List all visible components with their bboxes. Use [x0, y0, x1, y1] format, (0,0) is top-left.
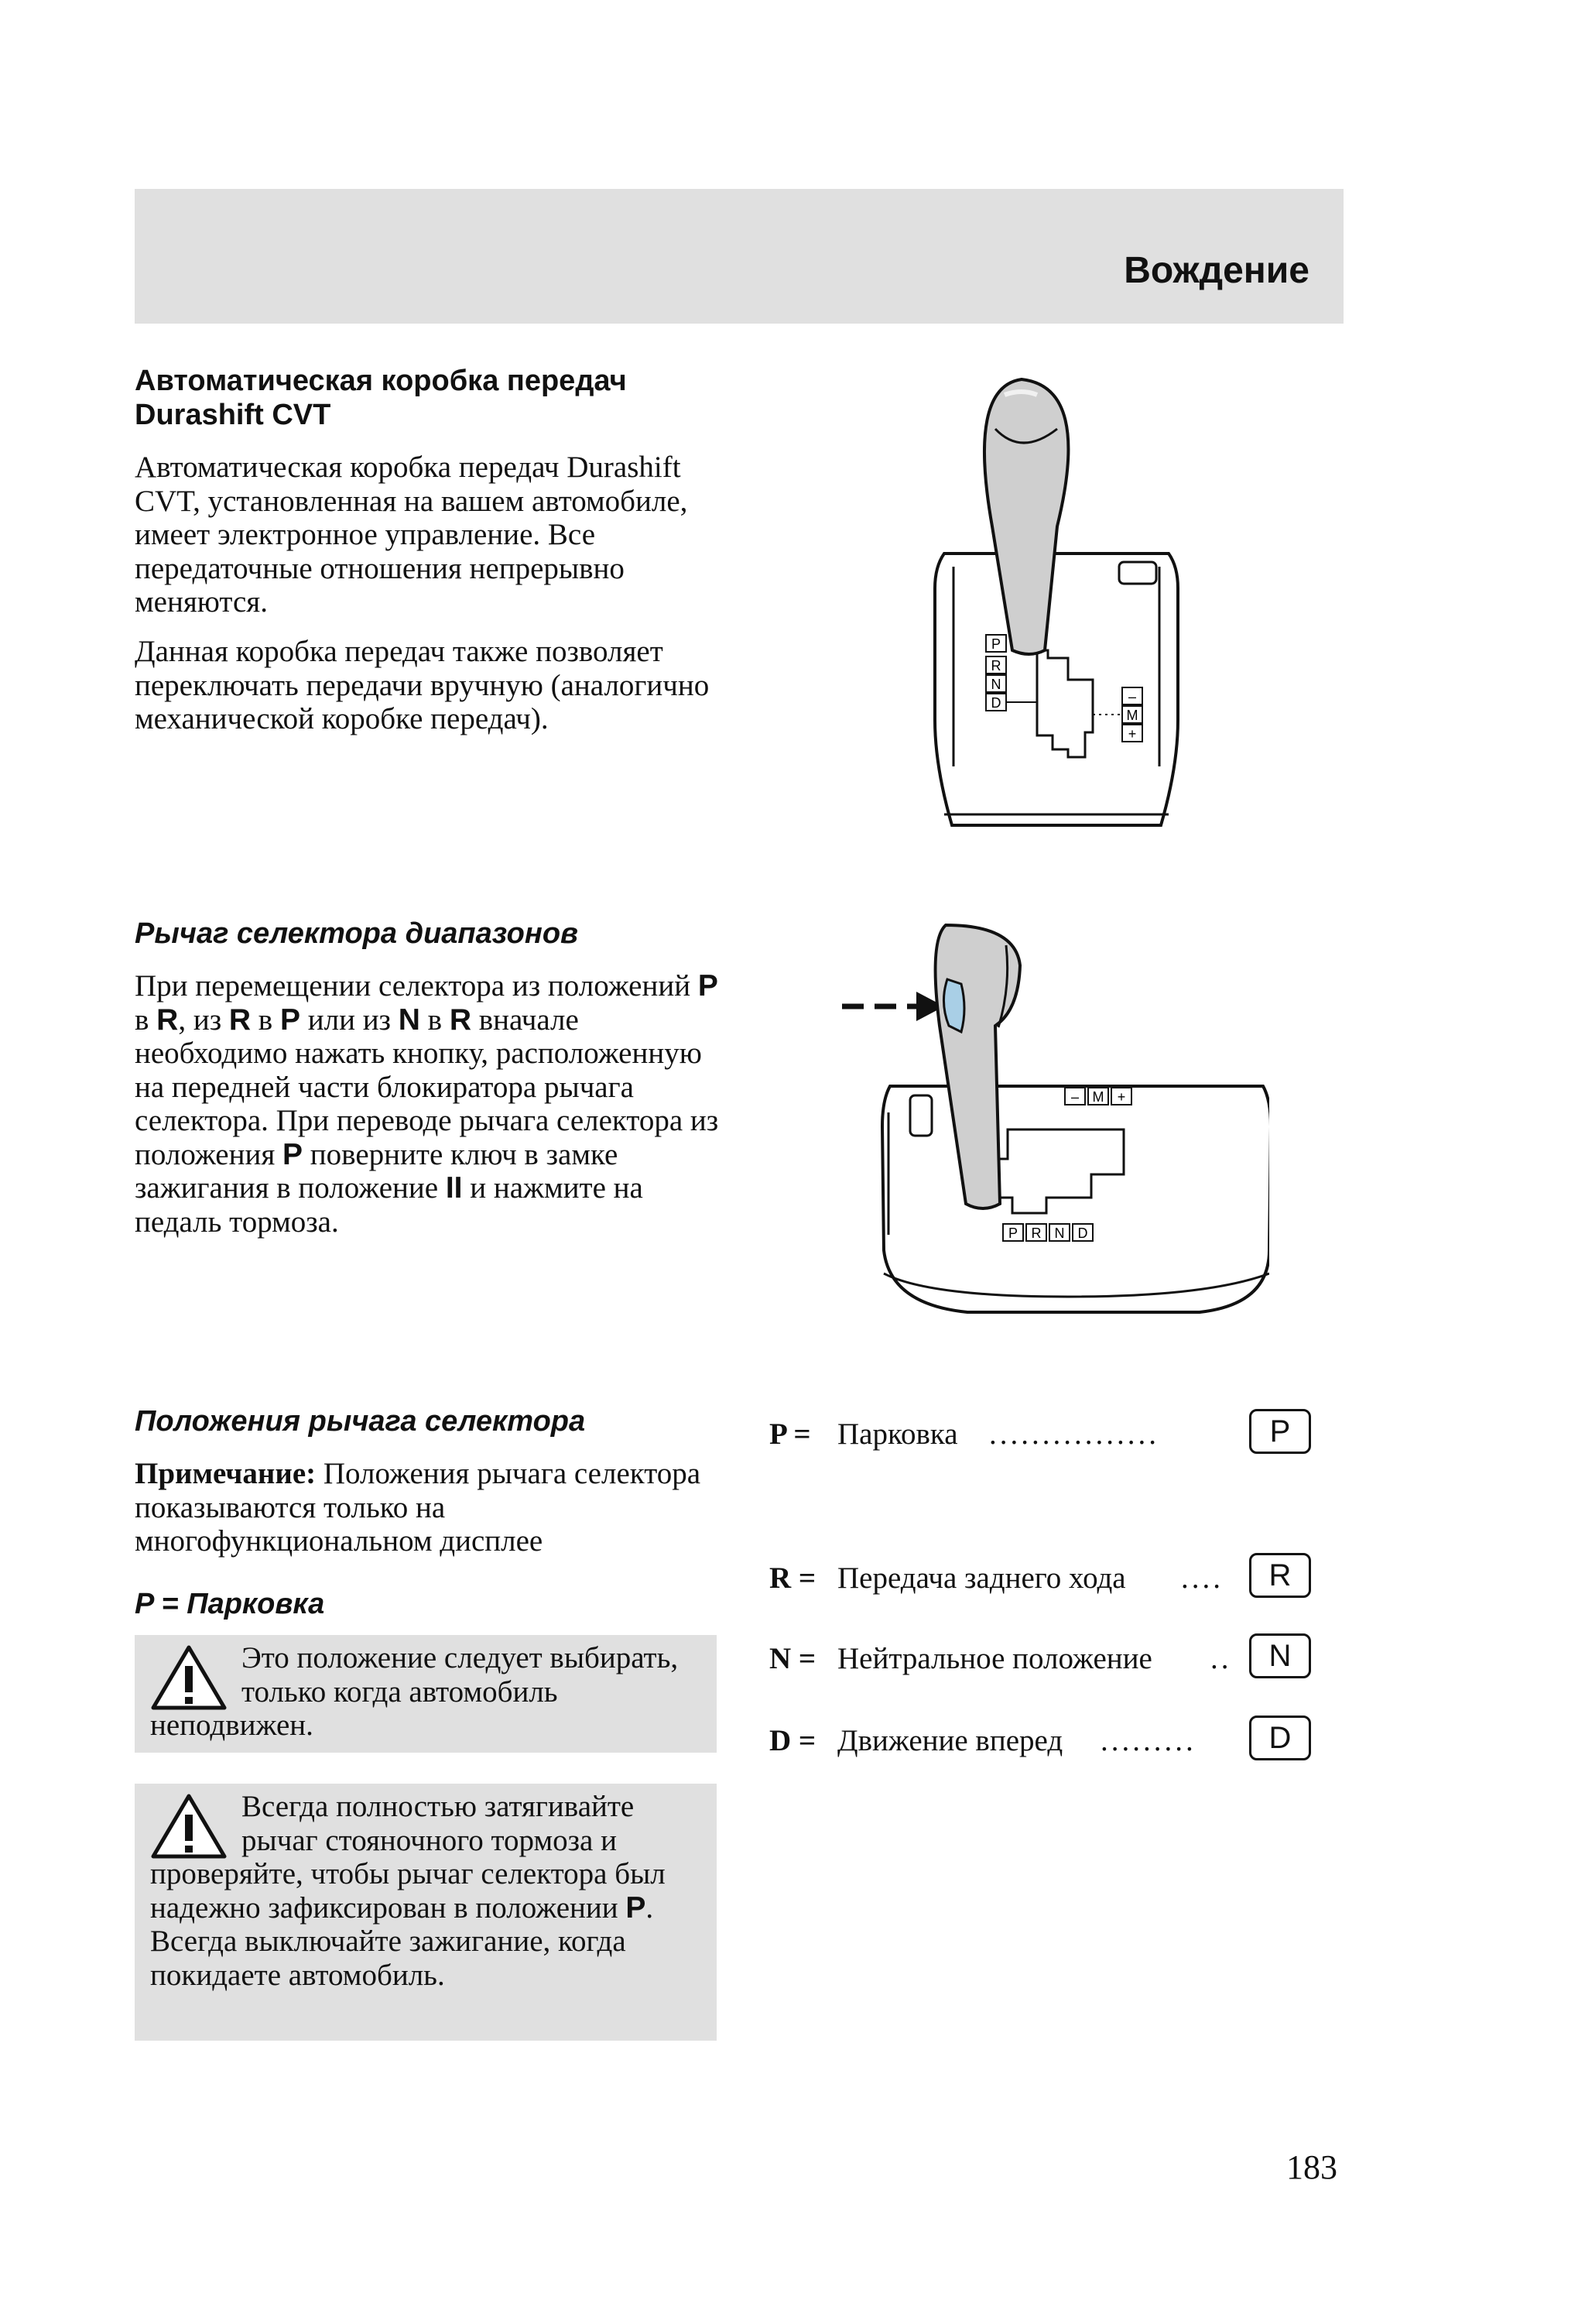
gear-row-park: P = Парковка ................ P — [769, 1417, 1311, 1460]
warning-box-1 — [135, 1635, 717, 1753]
label-m: M — [1126, 708, 1138, 723]
label-plus: + — [1117, 1089, 1126, 1105]
label-r: R — [1031, 1225, 1042, 1241]
page-title: Вождение — [1124, 250, 1309, 291]
label-m: M — [1092, 1089, 1104, 1105]
label-r: R — [991, 658, 1001, 674]
gear-labels-top — [1065, 1088, 1131, 1105]
park-heading: P = Парковка — [135, 1588, 325, 1620]
intro-paragraph-2: Данная коробка передач также позволяет переключать передачи вручную (аналогично механической коробке передач). — [135, 635, 710, 735]
label-p: P — [1008, 1225, 1018, 1241]
selector-lever-heading: Рычаг селектора диапазонов — [135, 917, 578, 950]
warning-text-1: Это положение следует выбирать, только когда автомобиль неподвижен. — [150, 1641, 679, 1742]
header-band — [135, 189, 1344, 324]
positions-heading: Положения рычага селектора — [135, 1405, 586, 1438]
gear-symbol-d: D — [1249, 1716, 1311, 1760]
push-arrow-icon — [842, 992, 944, 1021]
label-plus: + — [1128, 726, 1137, 742]
selector-lever-paragraph: При перемещении селектора из положений P в R, из R в P или из N в R вначале необходимо нажать кнопку, расположенную на передней части блокиратора рычага селектора. При переводе рычага селектора из положения P поверните ключ в замке зажигания в положение II и нажмите на педаль тормоза. — [135, 969, 719, 1239]
label-p: P — [991, 636, 1001, 652]
label-n: N — [991, 677, 1001, 692]
gear-row-drive: D = Движение вперед ......... D — [769, 1723, 1311, 1767]
gear-selector-top-view-illustration — [921, 364, 1200, 836]
gear-symbol-p: P — [1249, 1409, 1311, 1454]
intro-heading: Автоматическая коробка передач Durashift CVT — [135, 365, 627, 431]
gear-symbol-r: R — [1249, 1553, 1311, 1598]
warning-box-2 — [135, 1784, 717, 2041]
label-minus: – — [1070, 1089, 1080, 1105]
label-minus: – — [1128, 689, 1137, 704]
warning-text-2: Всегда полностью затягивайте рычаг стояночного тормоза и проверяйте, чтобы рычаг селектора был надежно зафиксирован в положении P. Всегда выключайте зажигание, когда покидаете автомобиль. — [150, 1790, 666, 1992]
label-d: D — [1077, 1225, 1088, 1241]
page-number: 183 — [1286, 2148, 1337, 2186]
gear-row-reverse: R = Передача заднего хода .... R — [769, 1561, 1311, 1604]
positions-note: Примечание: Положения рычага селектора показываются только на многофункциональном дисплее — [135, 1457, 701, 1558]
label-d: D — [991, 695, 1001, 711]
gear-symbol-n: N — [1249, 1633, 1311, 1678]
intro-paragraph-1: Автоматическая коробка передач Durashift CVT, установленная на вашем автомобиле, имеет электронное управление. Все передаточные отношения непрерывно меняются. — [135, 451, 688, 619]
label-n: N — [1054, 1225, 1065, 1241]
gear-row-neutral: N = Нейтральное положение .. N — [769, 1641, 1311, 1685]
selector-lever-lock-button-illustration — [836, 910, 1269, 1332]
note-label: Примечание: — [135, 1457, 317, 1490]
